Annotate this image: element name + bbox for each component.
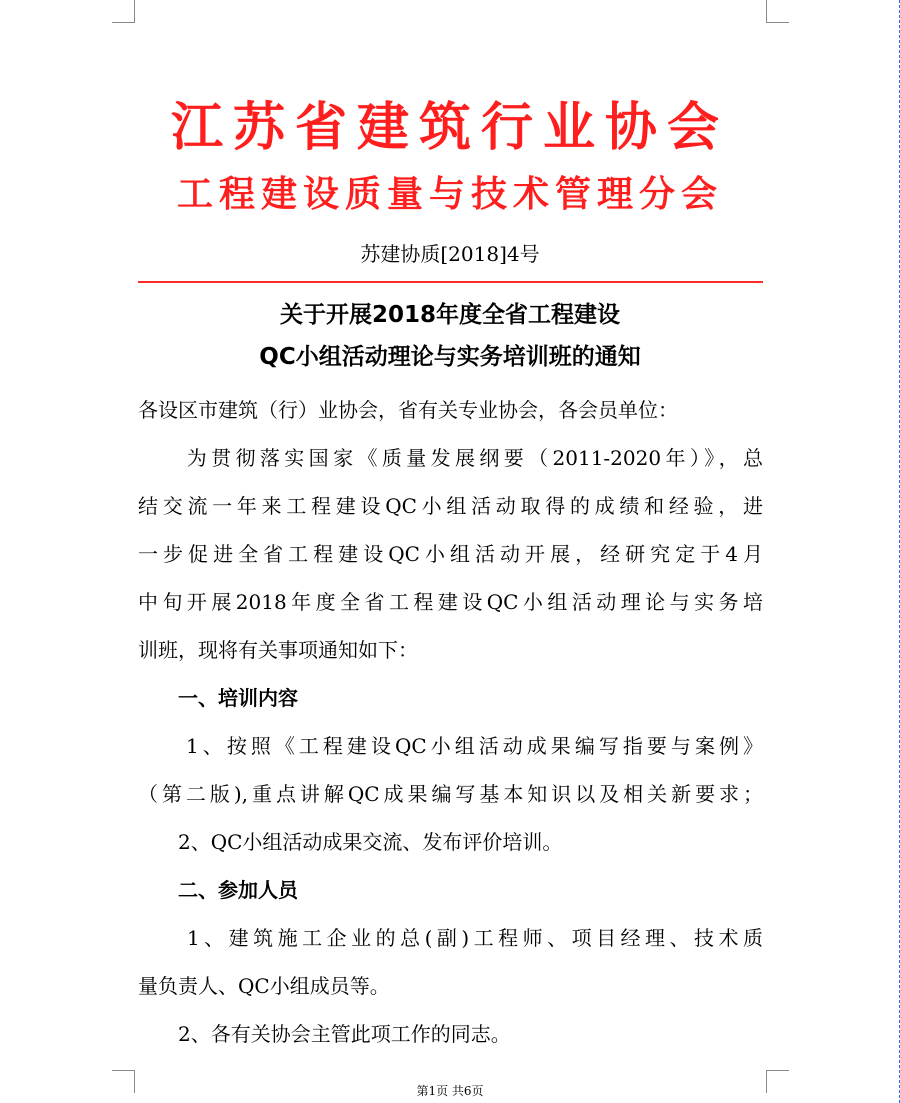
branch-name-heading: 工程建设质量与技术管理分会 xyxy=(176,173,723,215)
body-line: 中旬开展2018年度全省工程建设QC小组活动理论与实务培 xyxy=(138,590,763,614)
page-edge-marker xyxy=(896,0,900,1103)
red-divider xyxy=(138,281,763,283)
salutation: 各设区市建筑（行）业协会，省有关专业协会，各会员单位： xyxy=(138,398,678,422)
document-number: 苏建协质[2018]4号 xyxy=(360,242,540,266)
body-line: 为贯彻落实国家《质量发展纲要（2011-2020年）》，总 xyxy=(138,446,763,470)
body-line: 1、按照《工程建设QC小组活动成果编写指要与案例》 xyxy=(138,734,763,758)
section-heading-participants: 二、参加人员 xyxy=(138,878,298,902)
section-heading-training-content: 一、培训内容 xyxy=(138,686,298,710)
org-name-heading: 江苏省建筑行业协会 xyxy=(170,97,729,158)
body-line: （第二版),重点讲解QC成果编写基本知识以及相关新要求； xyxy=(138,782,763,806)
notice-title-line1: 关于开展2018年度全省工程建设 xyxy=(279,302,620,328)
body-line: 2、QC小组活动成果交流、发布评价培训。 xyxy=(138,830,563,854)
body-line: 1、建筑施工企业的总(副)工程师、项目经理、技术质 xyxy=(138,926,763,950)
notice-title-line2: QC小组活动理论与实务培训班的通知 xyxy=(259,344,641,370)
body-line: 2、各有关协会主管此项工作的同志。 xyxy=(138,1022,511,1046)
body-line: 训班，现将有关事项通知如下： xyxy=(138,638,418,662)
corner-mark-top-left xyxy=(112,0,135,23)
body-line: 一步促进全省工程建设QC小组活动开展，经研究定于4月 xyxy=(138,542,763,566)
body-line: 结交流一年来工程建设QC小组活动取得的成绩和经验，进 xyxy=(138,494,763,518)
body-line: 量负责人、QC小组成员等。 xyxy=(138,974,390,998)
page-indicator: 第1页 共6页 xyxy=(416,1084,484,1098)
corner-mark-top-right xyxy=(766,0,789,23)
